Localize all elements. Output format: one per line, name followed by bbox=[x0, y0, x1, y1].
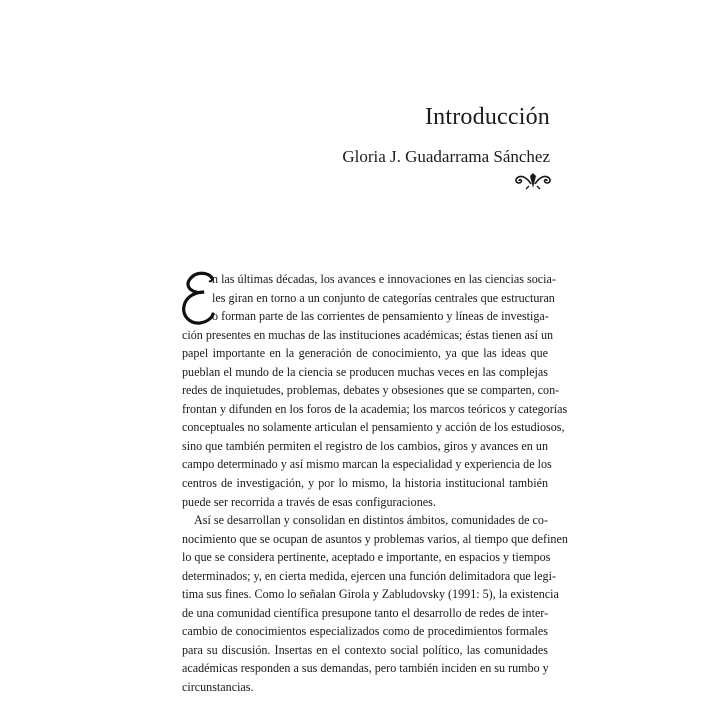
text-line: lo que se considera pertinente, aceptado e importante, en espacios y tiempos bbox=[182, 550, 551, 565]
author-name: Gloria J. Guadarrama Sánchez bbox=[342, 147, 550, 166]
text-line: ción presentes en muchas de las instituciones académicas; éstas tienen así un bbox=[182, 327, 554, 342]
chapter-title: Introducción bbox=[424, 104, 550, 130]
text-line: circunstancias. bbox=[182, 680, 254, 695]
text-line: Así se desarrollan y consolidan en distintos ámbitos, comunidades de co- bbox=[194, 513, 548, 528]
text-line: de una comunidad científica presupone tanto el desarrollo de redes de inter- bbox=[182, 605, 549, 620]
text-line: académicas responden a sus demandas, pero también inciden en su rumbo y bbox=[182, 661, 549, 676]
text-line: o forman parte de las corrientes de pensamiento y líneas de investiga- bbox=[212, 309, 549, 324]
text-line: nocimiento que se ocupan de asuntos y problemas varios, al tiempo que definen bbox=[182, 531, 568, 546]
text-line: puede ser recorrida a través de esas configuraciones. bbox=[182, 494, 436, 509]
text-line: tima sus fines. Como lo señalan Girola y Zabludovsky (1991: 5), la existencia bbox=[182, 587, 559, 602]
text-line: papel importante en la generación de conocimiento, ya que las ideas que bbox=[182, 346, 548, 361]
text-line: pueblan el mundo de la ciencia se producen muchas veces en las complejas bbox=[182, 364, 548, 379]
text-line: para su discusión. Insertas en el contexto social político, las comunidades bbox=[182, 642, 548, 657]
text-line: sino que también permiten el registro de los cambios, giros y avances en un bbox=[182, 438, 548, 453]
text-line: determinados; y, en cierta medida, ejercen una función delimitadora que legi- bbox=[182, 568, 556, 583]
text-line: n las últimas décadas, los avances e innovaciones en las ciencias socia- bbox=[212, 272, 556, 286]
text-line: les giran en torno a un conjunto de categorías centrales que estructuran bbox=[212, 290, 555, 305]
text-line: frontan y difunden en los foros de la academia; los marcos teóricos y categorías bbox=[182, 401, 568, 416]
text-line: redes de inquietudes, problemas, debates y obsesiones que se comparten, con- bbox=[182, 383, 560, 398]
text-line: centros de investigación, y por lo mismo, la historia institucional también bbox=[182, 476, 548, 491]
paragraph-1 bbox=[182, 270, 568, 511]
text-line: conceptuales no solamente articulan el pensamiento y acción de los estudiosos, bbox=[182, 420, 565, 435]
paragraph-2 bbox=[182, 511, 568, 696]
text-line: campo determinado y así mismo marcan la especialidad y experiencia de los bbox=[182, 457, 552, 472]
body-text bbox=[182, 270, 568, 697]
fleuron-ornament-icon bbox=[514, 172, 552, 190]
text-line: cambio de conocimientos especializados como de procedimientos formales bbox=[182, 624, 548, 639]
